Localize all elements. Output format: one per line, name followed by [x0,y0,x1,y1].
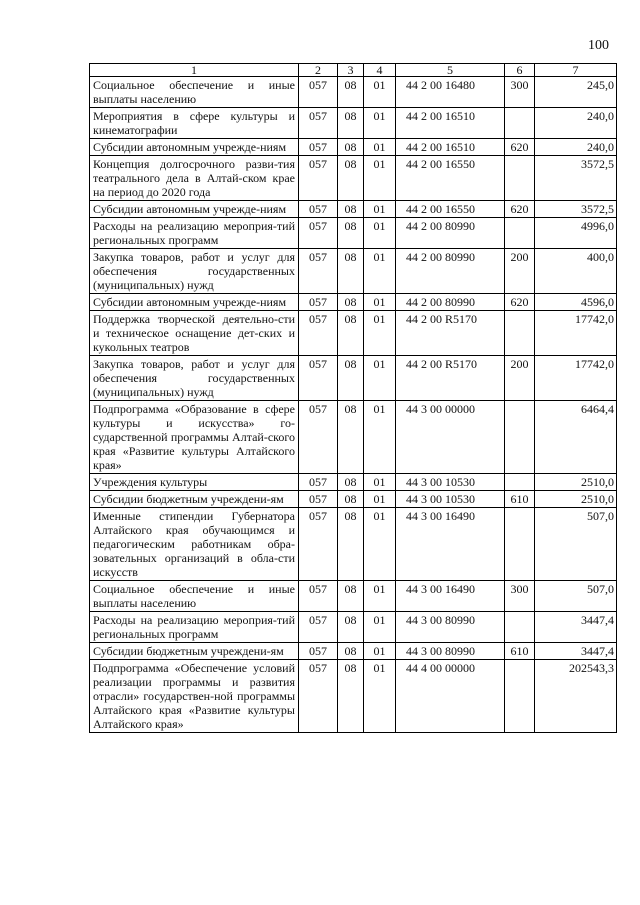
expense-type-cell [505,612,535,643]
subsection-code-cell: 01 [364,77,396,108]
expense-type-cell: 200 [505,249,535,294]
subsection-code-cell: 01 [364,108,396,139]
amount-cell: 17742,0 [535,311,617,356]
target-article-cell: 44 3 00 10530 [396,491,505,508]
target-article-cell: 44 2 00 16550 [396,201,505,218]
section-code-cell: 08 [338,356,364,401]
item-name-cell: Концепция долгосрочного разви-тия театрального дела в Алтай-ском крае на период до 2020 года [90,156,299,201]
department-code-cell: 057 [299,356,338,401]
section-code-cell: 08 [338,108,364,139]
table-header-row [90,64,617,77]
table-row [90,311,617,356]
target-article-cell: 44 2 00 16510 [396,108,505,139]
header-cell: 7 [535,64,617,77]
target-article-cell: 44 3 00 16490 [396,581,505,612]
section-code-cell: 08 [338,401,364,474]
subsection-code-cell: 01 [364,508,396,581]
target-article-cell: 44 2 00 R5170 [396,356,505,401]
item-name-cell: Субсидии автономным учрежде-ниям [90,294,299,311]
header-cell: 5 [396,64,505,77]
department-code-cell: 057 [299,643,338,660]
expense-type-cell: 620 [505,294,535,311]
table-row [90,660,617,733]
amount-cell: 3572,5 [535,156,617,201]
item-name-cell: Закупка товаров, работ и услуг для обеспечения государственных (муниципальных) нужд [90,356,299,401]
amount-cell: 240,0 [535,108,617,139]
amount-cell: 507,0 [535,581,617,612]
subsection-code-cell: 01 [364,201,396,218]
section-code-cell: 08 [338,491,364,508]
department-code-cell: 057 [299,139,338,156]
item-name-cell: Субсидии автономным учрежде-ниям [90,139,299,156]
item-name-cell: Именные стипендии Губернатора Алтайского края обучающимся и педагогическим работникам обра-зовательных организаций в обла-сти искусств [90,508,299,581]
expense-type-cell [505,311,535,356]
department-code-cell: 057 [299,249,338,294]
expense-type-cell [505,474,535,491]
expense-type-cell: 300 [505,581,535,612]
expense-type-cell [505,218,535,249]
subsection-code-cell: 01 [364,491,396,508]
table-row [90,581,617,612]
subsection-code-cell: 01 [364,139,396,156]
table-row [90,643,617,660]
item-name-cell: Социальное обеспечение и иные выплаты населению [90,581,299,612]
department-code-cell: 057 [299,218,338,249]
item-name-cell: Поддержка творческой деятельно-сти и техническое оснащение дет-ских и кукольных театров [90,311,299,356]
header-cell: 4 [364,64,396,77]
department-code-cell: 057 [299,474,338,491]
amount-cell: 4596,0 [535,294,617,311]
amount-cell: 6464,4 [535,401,617,474]
amount-cell: 4996,0 [535,218,617,249]
expense-type-cell: 300 [505,77,535,108]
section-code-cell: 08 [338,139,364,156]
amount-cell: 400,0 [535,249,617,294]
expense-type-cell: 610 [505,643,535,660]
expense-type-cell [505,156,535,201]
table-row [90,218,617,249]
section-code-cell: 08 [338,311,364,356]
subsection-code-cell: 01 [364,249,396,294]
table-row [90,294,617,311]
section-code-cell: 08 [338,218,364,249]
department-code-cell: 057 [299,77,338,108]
subsection-code-cell: 01 [364,401,396,474]
amount-cell: 3447,4 [535,643,617,660]
target-article-cell: 44 2 00 16510 [396,139,505,156]
section-code-cell: 08 [338,508,364,581]
item-name-cell: Закупка товаров, работ и услуг для обеспечения государственных (муниципальных) нужд [90,249,299,294]
amount-cell: 17742,0 [535,356,617,401]
expense-type-cell [505,108,535,139]
table-row [90,491,617,508]
header-cell: 1 [90,64,299,77]
amount-cell: 202543,3 [535,660,617,733]
expense-type-cell: 200 [505,356,535,401]
subsection-code-cell: 01 [364,581,396,612]
table-row [90,612,617,643]
table-row [90,401,617,474]
subsection-code-cell: 01 [364,612,396,643]
department-code-cell: 057 [299,612,338,643]
target-article-cell: 44 2 00 R5170 [396,311,505,356]
amount-cell: 240,0 [535,139,617,156]
subsection-code-cell: 01 [364,643,396,660]
target-article-cell: 44 2 00 16480 [396,77,505,108]
budget-table [89,63,617,733]
item-name-cell: Мероприятия в сфере культуры и кинематографии [90,108,299,139]
item-name-cell: Субсидии бюджетным учреждени-ям [90,643,299,660]
target-article-cell: 44 3 00 16490 [396,508,505,581]
subsection-code-cell: 01 [364,218,396,249]
target-article-cell: 44 2 00 16550 [396,156,505,201]
target-article-cell: 44 3 00 10530 [396,474,505,491]
expense-type-cell: 620 [505,201,535,218]
department-code-cell: 057 [299,156,338,201]
section-code-cell: 08 [338,660,364,733]
section-code-cell: 08 [338,643,364,660]
target-article-cell: 44 2 00 80990 [396,294,505,311]
department-code-cell: 057 [299,294,338,311]
table-row [90,249,617,294]
expense-type-cell: 610 [505,491,535,508]
subsection-code-cell: 01 [364,660,396,733]
subsection-code-cell: 01 [364,156,396,201]
section-code-cell: 08 [338,156,364,201]
department-code-cell: 057 [299,581,338,612]
item-name-cell: Субсидии автономным учрежде-ниям [90,201,299,218]
section-code-cell: 08 [338,77,364,108]
header-cell: 6 [505,64,535,77]
department-code-cell: 057 [299,491,338,508]
expense-type-cell: 620 [505,139,535,156]
subsection-code-cell: 01 [364,356,396,401]
table-row [90,356,617,401]
section-code-cell: 08 [338,249,364,294]
amount-cell: 3447,4 [535,612,617,643]
item-name-cell: Учреждения культуры [90,474,299,491]
table-row [90,508,617,581]
expense-type-cell [505,401,535,474]
amount-cell: 2510,0 [535,474,617,491]
target-article-cell: 44 2 00 80990 [396,218,505,249]
subsection-code-cell: 01 [364,311,396,356]
subsection-code-cell: 01 [364,294,396,311]
department-code-cell: 057 [299,311,338,356]
department-code-cell: 057 [299,508,338,581]
section-code-cell: 08 [338,474,364,491]
target-article-cell: 44 3 00 80990 [396,612,505,643]
section-code-cell: 08 [338,294,364,311]
section-code-cell: 08 [338,201,364,218]
header-cell: 2 [299,64,338,77]
amount-cell: 507,0 [535,508,617,581]
item-name-cell: Субсидии бюджетным учреждени-ям [90,491,299,508]
expense-type-cell [505,508,535,581]
table-row [90,156,617,201]
target-article-cell: 44 3 00 00000 [396,401,505,474]
section-code-cell: 08 [338,581,364,612]
department-code-cell: 057 [299,108,338,139]
target-article-cell: 44 3 00 80990 [396,643,505,660]
header-cell: 3 [338,64,364,77]
item-name-cell: Подпрограмма «Образование в сфере культуры и искусства» го-сударственной программы Алтай-ского края «Развитие культуры Алтайского края» [90,401,299,474]
amount-cell: 2510,0 [535,491,617,508]
department-code-cell: 057 [299,401,338,474]
expense-type-cell [505,660,535,733]
department-code-cell: 057 [299,201,338,218]
department-code-cell: 057 [299,660,338,733]
section-code-cell: 08 [338,612,364,643]
amount-cell: 245,0 [535,77,617,108]
table-row [90,474,617,491]
page-number: 100 [588,38,609,53]
table-row [90,108,617,139]
item-name-cell: Расходы на реализацию мероприя-тий региональных программ [90,612,299,643]
item-name-cell: Подпрограмма «Обеспечение условий реализации программы и развития отрасли» государствен-ной программы Алтайского края «Развитие культуры Алтайского края» [90,660,299,733]
item-name-cell: Расходы на реализацию мероприя-тий региональных программ [90,218,299,249]
subsection-code-cell: 01 [364,474,396,491]
item-name-cell: Социальное обеспечение и иные выплаты населению [90,77,299,108]
table-row [90,77,617,108]
table-row [90,139,617,156]
target-article-cell: 44 4 00 00000 [396,660,505,733]
amount-cell: 3572,5 [535,201,617,218]
table-row [90,201,617,218]
target-article-cell: 44 2 00 80990 [396,249,505,294]
